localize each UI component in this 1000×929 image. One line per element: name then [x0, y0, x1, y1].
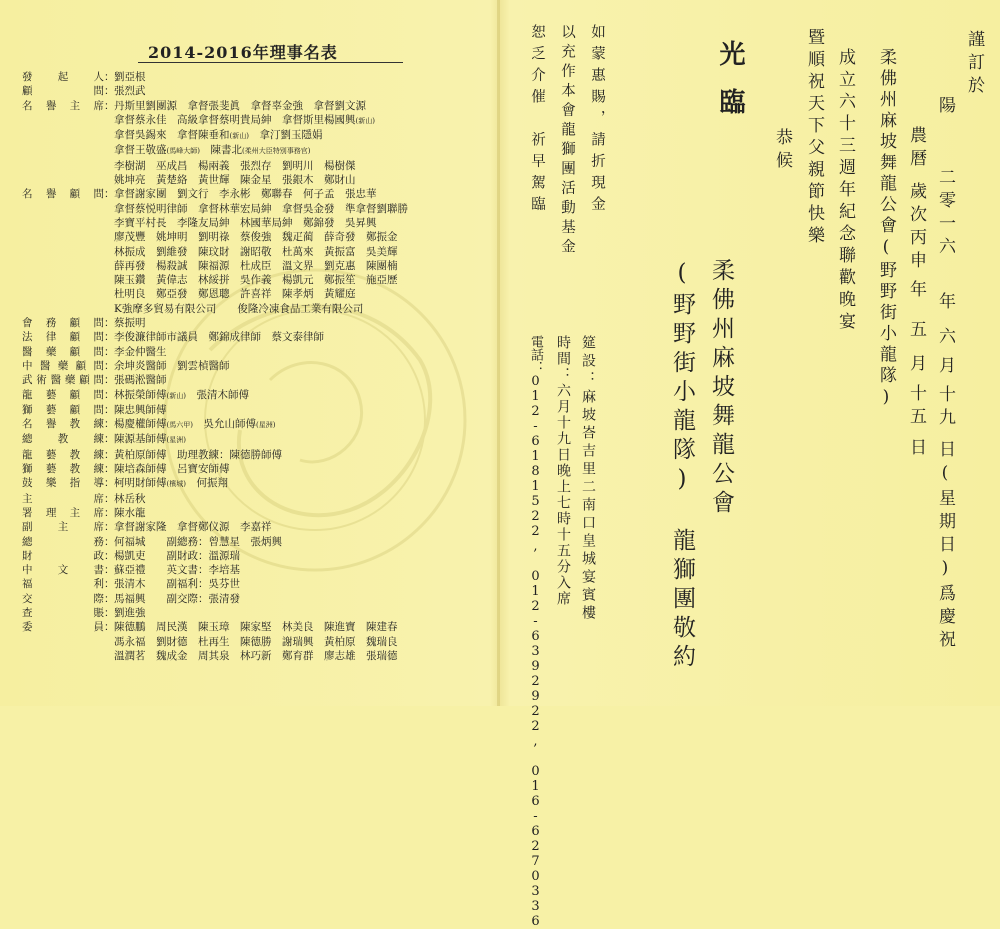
roster-names — [114, 388, 492, 403]
roster-row — [22, 417, 492, 432]
col-lunar-month-unit: 月 — [906, 354, 926, 377]
roster-name-text: 劉進強 — [114, 606, 146, 619]
roster-name-text: 陳德鵬 周民漢 陳玉璋 陳家堅 林美良 陳進寶 陳建春 — [114, 621, 398, 634]
roster-colon — [104, 143, 114, 158]
roster-row — [22, 549, 492, 563]
roster-role — [22, 113, 104, 128]
roster-note: (星洲) — [166, 436, 186, 445]
col-solar-label: 陽 — [935, 96, 955, 119]
roster-row — [22, 216, 492, 230]
roster-note: (新山) — [166, 391, 186, 400]
roster-name-text: 拿督王敬盛 — [114, 144, 167, 157]
roster-name-tail: 張清木師傅 — [185, 388, 249, 401]
roster-colon: ： — [104, 418, 115, 431]
roster-row — [22, 273, 492, 287]
roster-colon: ： — [104, 331, 115, 344]
roster-colon: ： — [104, 621, 115, 634]
roster-colon: ： — [104, 317, 115, 330]
col-respect: 恭候 — [772, 128, 792, 174]
roster-names — [114, 373, 492, 387]
col-lunar-year-unit: 年 — [906, 280, 926, 303]
roster-names — [114, 476, 492, 491]
roster-name-text: 林岳秋 — [114, 492, 146, 505]
note-attend: 恕乏介催 祈早駕臨 — [529, 24, 545, 218]
roster-name-text: 拿督蔡永佳 高級拿督蔡明貴局紳 拿督斯里楊國興 — [114, 113, 356, 126]
roster-colon: ： — [104, 99, 115, 112]
roster-role: 名譽主席 — [22, 99, 104, 112]
roster-colon: ： — [104, 606, 115, 619]
phone-line: 電話：012-6181522, 012-6392922, 016-6270336 — [528, 335, 543, 929]
roster-names — [114, 230, 492, 244]
roster-row — [22, 187, 492, 201]
roster-colon: ： — [104, 592, 115, 605]
roster-name-text: 黃柏原師傅 助理教練：陳德勝師傅 — [114, 448, 282, 461]
roster-name-text: 柯明財師傅 — [114, 477, 167, 490]
roster-row — [22, 506, 492, 520]
roster-colon — [104, 259, 114, 273]
col-date-intro: 謹訂於 — [964, 30, 984, 99]
col-anniversary: 成立六十三週年紀念聯歡晚宴 — [835, 48, 855, 334]
roster-name-tail: 何振翔 — [185, 477, 228, 490]
roster-colon: ： — [104, 463, 115, 476]
roster-name-text: 溫潤茗 魏成金 周其泉 林巧新 鄭育群 廖志雄 張瑞德 — [114, 649, 398, 662]
roster-row — [22, 302, 492, 316]
roster-role: 財政 — [22, 549, 104, 562]
roster-names — [114, 330, 492, 344]
roster-name-tail: 拿汀劉玉隱娟 — [248, 129, 323, 142]
roster-row — [22, 230, 492, 244]
roster-names — [114, 187, 492, 201]
roster-note: (檳城) — [166, 480, 186, 489]
roster-names — [114, 143, 492, 158]
roster-row — [22, 359, 492, 373]
roster-colon: ： — [104, 359, 115, 372]
roster-name-text: 馬福興 副交際：張清發 — [114, 592, 240, 605]
roster-name-text: 李金仲醫生 — [114, 345, 167, 358]
roster-colon — [104, 287, 114, 301]
roster-row — [22, 84, 492, 98]
col-lunar-day: 十五 — [906, 384, 926, 430]
roster-names — [114, 549, 492, 563]
roster-name-text: 拿督謝家團 劉文行 李永彬 鄭聯春 何子孟 張忠華 — [114, 188, 377, 201]
col-lunar-day-unit: 日 — [906, 438, 926, 461]
roster-colon — [104, 649, 114, 663]
roster-row — [22, 245, 492, 259]
roster-role: 名譽教練 — [22, 418, 104, 431]
roster-role — [22, 128, 104, 143]
roster-name-text: 丹斯里劉團源 拿督張斐眞 拿督辜金強 拿督劉文源 — [114, 99, 366, 112]
roster-role — [22, 143, 104, 158]
roster-names — [114, 359, 492, 373]
roster-name-text: 陳源基師傅 — [114, 433, 167, 446]
roster-name-text: 林振成 劉維發 陳玟財 謝昭敬 杜萬來 黃振富 吳美輝 — [114, 245, 398, 258]
roster-row — [22, 492, 492, 506]
roster-names — [114, 577, 492, 591]
note-cash: 如蒙惠賜，請折現金 — [589, 24, 605, 218]
roster-row — [22, 476, 492, 491]
roster-row — [22, 388, 492, 403]
roster-name-text: 劉亞根 — [114, 71, 146, 83]
roster-names — [114, 173, 492, 187]
roster-row — [22, 592, 492, 606]
roster-row — [22, 403, 492, 417]
roster-name-text: 拿督吳錫來 拿督陳垂和 — [114, 129, 230, 142]
roster-row — [22, 99, 492, 113]
venue-line: 筵設：麻坡峇吉里二南口皇城宴賓樓 — [580, 335, 596, 623]
roster-name-text: 楊慶權師傅 — [114, 418, 167, 431]
roster-names — [114, 563, 492, 577]
roster-role: 查賬 — [22, 606, 104, 619]
col-lunar-month: 五 — [906, 320, 926, 343]
center-fold — [497, 0, 500, 706]
roster-name-text: 蔡振明 — [114, 317, 146, 330]
roster-role: 副主席 — [22, 521, 104, 534]
roster-names — [114, 635, 492, 649]
roster-role — [22, 230, 104, 244]
roster-colon: ： — [104, 535, 115, 548]
roster-row — [22, 259, 492, 273]
roster-row — [22, 520, 492, 534]
roster-names — [114, 606, 492, 620]
roster-role — [22, 649, 104, 663]
roster-role — [22, 173, 104, 187]
roster-role: 獅藝顧問 — [22, 403, 104, 416]
col-lunar-label: 農曆 — [906, 126, 926, 172]
roster-name-text: 楊凱吏 副財政：溫源瑞 — [114, 549, 240, 562]
roster-names — [114, 620, 492, 634]
roster-row — [22, 635, 492, 649]
roster-colon: ： — [104, 374, 115, 387]
roster-role: 中文書 — [22, 564, 104, 577]
roster-row — [22, 128, 492, 143]
roster-names — [114, 592, 492, 606]
roster-name-text: K強摩多貿易有限公司 俊隆冷凍食品工業有限公司 — [114, 302, 364, 315]
roster-name-text: 馮永福 劉財德 杜再生 陳德勝 謝瑞興 黃柏原 魏瑞良 — [114, 635, 398, 648]
roster-note: (星洲) — [255, 421, 276, 430]
col-solar-year-unit: 年 — [935, 292, 955, 315]
roster-row — [22, 373, 492, 387]
col-lunar-year: 歲次丙申 — [906, 182, 926, 274]
roster-name-text: 拿督謝家隆 拿督鄭仪源 李嘉祥 — [114, 521, 272, 534]
roster-role: 法律顧問 — [22, 331, 104, 344]
time-line: 時間：六月十九日晚上七時十五分入席 — [555, 335, 571, 607]
roster-colon — [104, 245, 114, 259]
roster-role: 名譽顧問 — [22, 188, 104, 201]
roster-name-text: 薛再發 楊殺誠 陳福源 杜成臣 溫文界 劉克惠 陳團楠 — [114, 259, 398, 272]
roster-title: 2014-2016年理事名表 — [148, 43, 338, 62]
title-underline — [138, 62, 403, 63]
roster-role: 委員 — [22, 621, 104, 634]
roster-role: 交際 — [22, 592, 104, 605]
roster-role: 會務顧問 — [22, 317, 104, 330]
roster-colon — [104, 173, 114, 187]
roster-row — [22, 535, 492, 549]
roster-row — [22, 563, 492, 577]
roster-role: 總教練 — [22, 433, 104, 446]
org-invite: 龍獅團敬約 — [669, 528, 695, 673]
roster-name-text: 李樹湖 巫成昌 楊兩義 張烈存 劉明川 楊樹傑 — [114, 159, 356, 172]
roster-names — [114, 84, 492, 98]
roster-names — [114, 403, 492, 417]
roster-colon: ： — [104, 549, 115, 562]
col-solar-month: 六 — [935, 327, 955, 350]
roster-colon: ： — [104, 71, 115, 83]
roster-row — [22, 143, 492, 158]
roster-name-text: 李寶平村長 李隆友局紳 林國華局紳 鄭錦發 吳昇興 — [114, 216, 377, 229]
roster-colon: ： — [104, 506, 115, 519]
roster-colon — [104, 216, 114, 230]
roster-colon: ： — [104, 578, 115, 591]
roster-names — [114, 345, 492, 359]
roster-row — [22, 287, 492, 301]
roster-role: 中醫藥顧問 — [22, 359, 104, 372]
roster-colon: ： — [104, 188, 115, 201]
roster-note: (馬峰大師) — [166, 147, 200, 156]
roster-row — [22, 70, 492, 84]
roster-names — [114, 462, 492, 476]
roster-role: 獅藝教練 — [22, 463, 104, 476]
roster-name-text: 陳玉鑽 黃偉志 林綏拼 吳作義 楊凱元 鄭振笙 施亞歷 — [114, 274, 398, 287]
roster-names — [114, 202, 492, 216]
roster-colon — [104, 273, 114, 287]
roster-row — [22, 113, 492, 128]
col-solar-day: 十九 — [935, 385, 955, 431]
roster-row — [22, 432, 492, 447]
roster-colon: ： — [104, 521, 115, 534]
roster-role — [22, 302, 104, 316]
roster-role — [22, 202, 104, 216]
roster-names — [114, 128, 492, 143]
roster-row — [22, 606, 492, 620]
committee-roster — [22, 70, 492, 663]
roster-colon: ： — [104, 448, 115, 461]
roster-colon: ： — [104, 403, 115, 416]
roster-name-text: 陳培森師傅 呂寶安師傅 — [114, 463, 230, 476]
col-fathers-day: 暨順祝天下父親節快樂 — [804, 28, 824, 248]
roster-row — [22, 159, 492, 173]
roster-note: (新山) — [229, 132, 249, 141]
roster-row — [22, 173, 492, 187]
roster-colon — [104, 159, 114, 173]
roster-names — [114, 70, 492, 84]
roster-note: (新山) — [355, 116, 375, 125]
roster-colon — [104, 202, 114, 216]
roster-role — [22, 287, 104, 301]
roster-role: 福利 — [22, 578, 104, 591]
roster-colon: ： — [104, 564, 115, 577]
guang-lin-title: 光臨 — [715, 40, 745, 136]
roster-name-text: 張清木 副福利：吳芬世 — [114, 578, 240, 591]
roster-name-text: 林振榮師傅 — [114, 388, 167, 401]
roster-name-tail: 陳書北 — [199, 144, 242, 157]
roster-colon — [104, 113, 114, 128]
roster-names — [114, 113, 492, 128]
roster-name-text: 張烈武 — [114, 85, 146, 98]
roster-names — [114, 302, 492, 316]
roster-colon: ： — [104, 388, 115, 401]
roster-row — [22, 330, 492, 344]
roster-names — [114, 316, 492, 330]
col-solar-month-unit: 月 — [935, 356, 955, 379]
roster-names — [114, 535, 492, 549]
roster-names — [114, 492, 492, 506]
roster-role: 龍藝教練 — [22, 448, 104, 461]
roster-colon: ： — [104, 477, 115, 490]
roster-names — [114, 216, 492, 230]
roster-row — [22, 620, 492, 634]
roster-role: 顧問 — [22, 85, 104, 98]
roster-name-text: 何福城 副總務：曾慧星 張炳興 — [114, 535, 282, 548]
roster-colon — [104, 230, 114, 244]
roster-row — [22, 462, 492, 476]
col-solar-year: 二零一六 — [935, 168, 955, 260]
roster-colon: ： — [104, 492, 115, 505]
roster-names — [114, 99, 492, 113]
roster-note: (馬六甲) — [166, 421, 193, 430]
roster-name-tail: 吳允山師傅 — [192, 418, 256, 431]
col-solar-day-unit: 日(星期日)爲慶祝 — [935, 440, 955, 653]
roster-name-text: 張碼淞醫師 — [114, 374, 167, 387]
roster-role: 署理主席 — [22, 506, 104, 519]
roster-names — [114, 432, 492, 447]
roster-names — [114, 273, 492, 287]
roster-name-text: 蘇亞禮 英文書：李培基 — [114, 564, 240, 577]
roster-colon: ： — [104, 85, 115, 98]
roster-role — [22, 635, 104, 649]
roster-names — [114, 448, 492, 462]
org-team: (野野街小龍隊) — [669, 260, 695, 498]
roster-role: 總務 — [22, 535, 104, 548]
roster-name-text: 杜明良 鄭亞發 鄭恩聰 許喜祥 陳孝炳 黃耀庭 — [114, 288, 356, 301]
roster-colon: ： — [104, 433, 115, 446]
roster-row — [22, 577, 492, 591]
roster-role — [22, 216, 104, 230]
col-association-name: 柔佛州麻坡舞龍公會(野野街小龍隊) — [876, 48, 896, 411]
roster-name-text: 拿督蔡悦明律師 拿督林華宏局紳 拿督吳金發 準拿督劉聯勝 — [114, 202, 408, 215]
roster-role: 醫藥顧問 — [22, 345, 104, 358]
roster-names — [114, 245, 492, 259]
roster-name-text: 陳水龍 — [114, 506, 146, 519]
roster-row — [22, 345, 492, 359]
roster-name-text: 姚坤亮 黃楚絡 黃世輝 陳金星 張銀木 鄭財山 — [114, 174, 356, 187]
roster-name-text: 廖茂豐 姚坤明 劉明祿 蔡俊強 魏疋蔺 薛奇發 鄭振金 — [114, 231, 398, 244]
roster-names — [114, 287, 492, 301]
roster-colon — [104, 128, 114, 143]
roster-role — [22, 159, 104, 173]
roster-role — [22, 259, 104, 273]
roster-row — [22, 448, 492, 462]
roster-names — [114, 417, 492, 432]
roster-row — [22, 316, 492, 330]
roster-names — [114, 259, 492, 273]
roster-name-text: 余坤炎醫師 劉雲楨醫師 — [114, 359, 230, 372]
roster-role: 龍藝顧問 — [22, 388, 104, 401]
roster-names — [114, 506, 492, 520]
roster-role: 鼓樂指導 — [22, 477, 104, 490]
roster-row — [22, 202, 492, 216]
roster-role — [22, 245, 104, 259]
note-fund: 以充作本會龍獅團活動基金 — [559, 24, 575, 258]
roster-note: (柔州大臣特別事務官) — [241, 147, 311, 156]
roster-colon — [104, 302, 114, 316]
roster-names — [114, 520, 492, 534]
roster-row — [22, 649, 492, 663]
roster-role: 發起人 — [22, 71, 104, 83]
roster-name-text: 李俊濂律師市議員 鄭錦成律師 蔡文泰律師 — [114, 331, 324, 344]
roster-names — [114, 159, 492, 173]
roster-colon: ： — [104, 345, 115, 358]
roster-names — [114, 649, 492, 663]
roster-role: 主席 — [22, 492, 104, 505]
roster-role — [22, 273, 104, 287]
roster-name-text: 陳忠興師傅 — [114, 403, 167, 416]
roster-colon — [104, 635, 114, 649]
org-name: 柔佛州麻坡舞龍公會 — [708, 258, 734, 519]
roster-role: 武術醫藥顧問 — [22, 374, 104, 387]
